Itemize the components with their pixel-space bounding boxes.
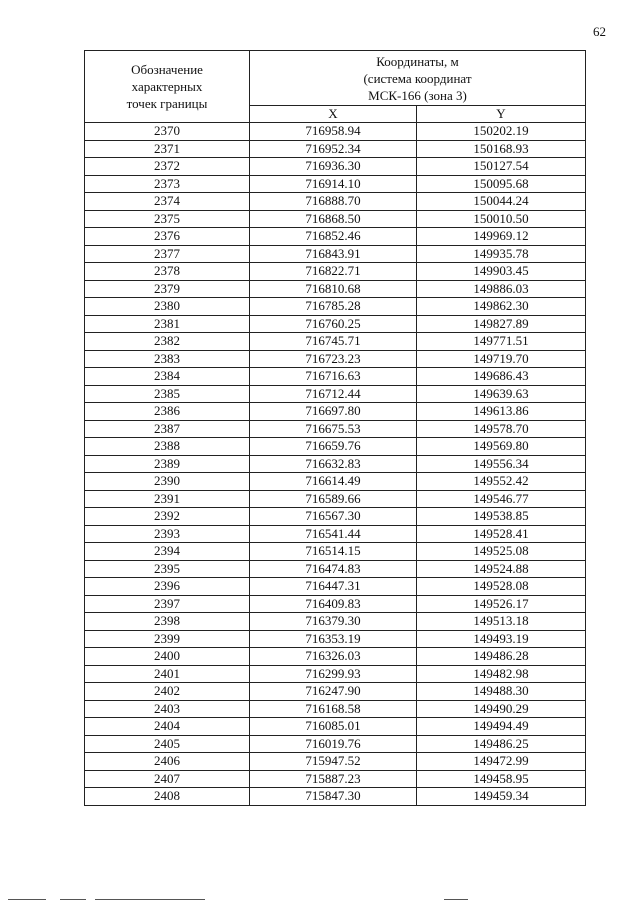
point-number-cell: 2402 bbox=[85, 683, 250, 701]
table-row bbox=[85, 665, 586, 683]
x-coordinate-cell: 715947.52 bbox=[250, 753, 417, 771]
y-coordinate-cell: 149488.30 bbox=[417, 683, 586, 701]
x-coordinate-cell: 716958.94 bbox=[250, 123, 417, 141]
point-number-cell: 2388 bbox=[85, 438, 250, 456]
point-number-cell: 2408 bbox=[85, 788, 250, 806]
table-row bbox=[85, 175, 586, 193]
table-row bbox=[85, 385, 586, 403]
point-header-line: Обозначение bbox=[131, 62, 203, 77]
y-coordinate-cell: 149886.03 bbox=[417, 280, 586, 298]
page-number: 62 bbox=[593, 24, 606, 39]
point-number-cell: 2376 bbox=[85, 228, 250, 246]
table-row bbox=[85, 193, 586, 211]
table-row bbox=[85, 438, 586, 456]
table-row bbox=[85, 700, 586, 718]
x-coordinate-cell: 716843.91 bbox=[250, 245, 417, 263]
x-coordinate-cell: 716914.10 bbox=[250, 175, 417, 193]
y-coordinate-cell: 149494.49 bbox=[417, 718, 586, 736]
y-coordinate-cell: 149556.34 bbox=[417, 455, 586, 473]
y-coordinate-cell: 149458.95 bbox=[417, 770, 586, 788]
x-coordinate-cell: 716675.53 bbox=[250, 420, 417, 438]
table-row bbox=[85, 630, 586, 648]
table-row bbox=[85, 508, 586, 526]
y-coordinate-cell: 150044.24 bbox=[417, 193, 586, 211]
y-coordinate-cell: 150010.50 bbox=[417, 210, 586, 228]
x-coordinate-cell: 716810.68 bbox=[250, 280, 417, 298]
x-coordinate-cell: 716760.25 bbox=[250, 315, 417, 333]
table-row bbox=[85, 613, 586, 631]
x-coordinate-cell: 716868.50 bbox=[250, 210, 417, 228]
y-coordinate-cell: 149546.77 bbox=[417, 490, 586, 508]
table-row bbox=[85, 210, 586, 228]
y-coordinate-cell: 150127.54 bbox=[417, 158, 586, 176]
y-coordinate-cell: 149686.43 bbox=[417, 368, 586, 386]
coords-header-line: (система координат bbox=[363, 71, 472, 86]
x-coordinate-cell: 716589.66 bbox=[250, 490, 417, 508]
y-coordinate-cell: 149524.88 bbox=[417, 560, 586, 578]
y-coordinate-cell: 149935.78 bbox=[417, 245, 586, 263]
point-number-cell: 2384 bbox=[85, 368, 250, 386]
table-row bbox=[85, 595, 586, 613]
table-row bbox=[85, 420, 586, 438]
x-coordinate-cell: 716326.03 bbox=[250, 648, 417, 666]
y-coordinate-cell: 149771.51 bbox=[417, 333, 586, 351]
table-row bbox=[85, 770, 586, 788]
table-row bbox=[85, 280, 586, 298]
point-number-cell: 2385 bbox=[85, 385, 250, 403]
table-row bbox=[85, 455, 586, 473]
y-coordinate-cell: 149472.99 bbox=[417, 753, 586, 771]
y-coordinate-cell: 149482.98 bbox=[417, 665, 586, 683]
x-coordinate-cell: 715887.23 bbox=[250, 770, 417, 788]
point-number-cell: 2378 bbox=[85, 263, 250, 281]
coords-header-line: МСК-166 (зона 3) bbox=[368, 88, 467, 103]
point-number-cell: 2387 bbox=[85, 420, 250, 438]
x-coordinate-cell: 716019.76 bbox=[250, 735, 417, 753]
y-coordinate-cell: 150168.93 bbox=[417, 140, 586, 158]
y-coordinate-cell: 149569.80 bbox=[417, 438, 586, 456]
x-coordinate-cell: 716614.49 bbox=[250, 473, 417, 491]
x-coordinate-cell: 716353.19 bbox=[250, 630, 417, 648]
y-coordinate-cell: 149528.41 bbox=[417, 525, 586, 543]
point-number-cell: 2406 bbox=[85, 753, 250, 771]
table-row bbox=[85, 753, 586, 771]
x-coordinate-cell: 716936.30 bbox=[250, 158, 417, 176]
x-coordinate-cell: 716697.80 bbox=[250, 403, 417, 421]
y-coordinate-cell: 149526.17 bbox=[417, 595, 586, 613]
x-coordinate-cell: 716474.83 bbox=[250, 560, 417, 578]
table-row bbox=[85, 490, 586, 508]
table-row bbox=[85, 140, 586, 158]
point-number-cell: 2375 bbox=[85, 210, 250, 228]
point-number-cell: 2393 bbox=[85, 525, 250, 543]
table-row bbox=[85, 298, 586, 316]
x-coordinate-cell: 716716.63 bbox=[250, 368, 417, 386]
y-coordinate-cell: 150202.19 bbox=[417, 123, 586, 141]
table-row bbox=[85, 543, 586, 561]
table-row bbox=[85, 578, 586, 596]
y-coordinate-cell: 149493.19 bbox=[417, 630, 586, 648]
point-number-cell: 2383 bbox=[85, 350, 250, 368]
y-coordinate-cell: 149513.18 bbox=[417, 613, 586, 631]
table-row bbox=[85, 788, 586, 806]
x-coordinate-cell: 716785.28 bbox=[250, 298, 417, 316]
point-number-cell: 2400 bbox=[85, 648, 250, 666]
y-coordinate-cell: 149578.70 bbox=[417, 420, 586, 438]
table-row bbox=[85, 228, 586, 246]
point-number-cell: 2394 bbox=[85, 543, 250, 561]
point-number-cell: 2407 bbox=[85, 770, 250, 788]
x-coordinate-cell: 716567.30 bbox=[250, 508, 417, 526]
point-number-cell: 2380 bbox=[85, 298, 250, 316]
point-header-line: точек границы bbox=[126, 96, 208, 111]
point-number-cell: 2372 bbox=[85, 158, 250, 176]
table-row bbox=[85, 350, 586, 368]
point-number-cell: 2391 bbox=[85, 490, 250, 508]
x-coordinate-cell: 716723.23 bbox=[250, 350, 417, 368]
table-body bbox=[85, 123, 586, 806]
point-number-cell: 2389 bbox=[85, 455, 250, 473]
point-number-cell: 2399 bbox=[85, 630, 250, 648]
table-row bbox=[85, 560, 586, 578]
table-row bbox=[85, 718, 586, 736]
x-coordinate-cell: 716541.44 bbox=[250, 525, 417, 543]
x-coordinate-cell: 716247.90 bbox=[250, 683, 417, 701]
point-number-cell: 2374 bbox=[85, 193, 250, 211]
x-coordinate-cell: 716379.30 bbox=[250, 613, 417, 631]
coords-header-line: Координаты, м bbox=[376, 54, 459, 69]
y-coordinate-cell: 149459.34 bbox=[417, 788, 586, 806]
point-number-cell: 2401 bbox=[85, 665, 250, 683]
x-coordinate-cell: 716514.15 bbox=[250, 543, 417, 561]
point-number-cell: 2370 bbox=[85, 123, 250, 141]
y-coordinate-cell: 149969.12 bbox=[417, 228, 586, 246]
point-number-cell: 2404 bbox=[85, 718, 250, 736]
x-column-header: X bbox=[250, 106, 417, 123]
x-coordinate-cell: 716168.58 bbox=[250, 700, 417, 718]
table-row bbox=[85, 735, 586, 753]
x-coordinate-cell: 716712.44 bbox=[250, 385, 417, 403]
point-number-cell: 2379 bbox=[85, 280, 250, 298]
coordinates-table bbox=[84, 50, 586, 806]
y-coordinate-cell: 149827.89 bbox=[417, 315, 586, 333]
table-row bbox=[85, 525, 586, 543]
table-row bbox=[85, 315, 586, 333]
table-row bbox=[85, 123, 586, 141]
y-coordinate-cell: 149528.08 bbox=[417, 578, 586, 596]
y-coordinate-cell: 149538.85 bbox=[417, 508, 586, 526]
y-coordinate-cell: 149486.25 bbox=[417, 735, 586, 753]
x-coordinate-cell: 716852.46 bbox=[250, 228, 417, 246]
x-coordinate-cell: 716632.83 bbox=[250, 455, 417, 473]
y-coordinate-cell: 149719.70 bbox=[417, 350, 586, 368]
point-number-cell: 2381 bbox=[85, 315, 250, 333]
table-row bbox=[85, 648, 586, 666]
table-row bbox=[85, 403, 586, 421]
y-coordinate-cell: 150095.68 bbox=[417, 175, 586, 193]
y-coordinate-cell: 149552.42 bbox=[417, 473, 586, 491]
x-coordinate-cell: 716822.71 bbox=[250, 263, 417, 281]
x-coordinate-cell: 716299.93 bbox=[250, 665, 417, 683]
table-row bbox=[85, 473, 586, 491]
x-coordinate-cell: 716659.76 bbox=[250, 438, 417, 456]
point-number-cell: 2392 bbox=[85, 508, 250, 526]
table-row bbox=[85, 245, 586, 263]
point-number-cell: 2398 bbox=[85, 613, 250, 631]
point-number-cell: 2371 bbox=[85, 140, 250, 158]
point-number-cell: 2403 bbox=[85, 700, 250, 718]
y-coordinate-cell: 149613.86 bbox=[417, 403, 586, 421]
y-coordinate-cell: 149525.08 bbox=[417, 543, 586, 561]
table-row bbox=[85, 333, 586, 351]
x-coordinate-cell: 715847.30 bbox=[250, 788, 417, 806]
table-row bbox=[85, 158, 586, 176]
x-coordinate-cell: 716745.71 bbox=[250, 333, 417, 351]
point-number-cell: 2382 bbox=[85, 333, 250, 351]
x-coordinate-cell: 716409.83 bbox=[250, 595, 417, 613]
point-number-cell: 2405 bbox=[85, 735, 250, 753]
y-column-header: Y bbox=[417, 106, 586, 123]
y-coordinate-cell: 149486.28 bbox=[417, 648, 586, 666]
point-number-cell: 2395 bbox=[85, 560, 250, 578]
y-coordinate-cell: 149639.63 bbox=[417, 385, 586, 403]
point-designation-header bbox=[85, 51, 250, 123]
point-number-cell: 2373 bbox=[85, 175, 250, 193]
table-row bbox=[85, 683, 586, 701]
x-coordinate-cell: 716447.31 bbox=[250, 578, 417, 596]
table-header bbox=[85, 51, 586, 123]
x-coordinate-cell: 716085.01 bbox=[250, 718, 417, 736]
point-number-cell: 2390 bbox=[85, 473, 250, 491]
point-number-cell: 2396 bbox=[85, 578, 250, 596]
point-header-line: характерных bbox=[131, 79, 203, 94]
x-coordinate-cell: 716888.70 bbox=[250, 193, 417, 211]
point-number-cell: 2397 bbox=[85, 595, 250, 613]
scan-footer-marks bbox=[0, 897, 640, 903]
y-coordinate-cell: 149490.29 bbox=[417, 700, 586, 718]
x-coordinate-cell: 716952.34 bbox=[250, 140, 417, 158]
table-row bbox=[85, 368, 586, 386]
y-coordinate-cell: 149903.45 bbox=[417, 263, 586, 281]
point-number-cell: 2386 bbox=[85, 403, 250, 421]
y-coordinate-cell: 149862.30 bbox=[417, 298, 586, 316]
point-number-cell: 2377 bbox=[85, 245, 250, 263]
coordinates-header bbox=[250, 51, 586, 106]
table-row bbox=[85, 263, 586, 281]
